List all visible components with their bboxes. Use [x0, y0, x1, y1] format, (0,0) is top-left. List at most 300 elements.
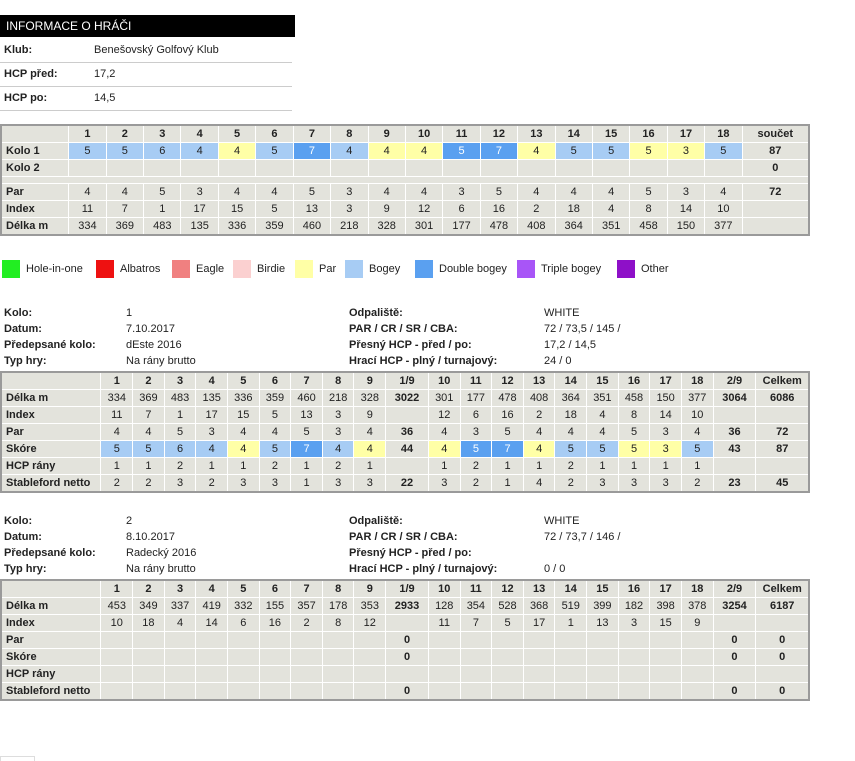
hole-number: 12 [480, 125, 517, 143]
score-cell [322, 649, 354, 666]
score-cell [492, 632, 524, 649]
score-cell: 3 [667, 143, 704, 160]
score-cell: 359 [259, 390, 291, 407]
score-cell [428, 632, 460, 649]
meta-value: dEste 2016 [126, 339, 182, 351]
hole-number: 10 [428, 580, 460, 598]
meta-label: PAR / CR / SR / CBA: [349, 531, 458, 543]
score-cell: 378 [681, 598, 713, 615]
hole-number: 1 [69, 125, 106, 143]
hole-number: 16 [630, 125, 667, 143]
row-label: Skóre [1, 441, 101, 458]
header-empty [1, 372, 101, 390]
score-cell: 2 [259, 458, 291, 475]
score-cell [555, 666, 587, 683]
score-cell: 369 [106, 218, 143, 236]
table-row [1, 475, 809, 493]
legend-swatch [172, 260, 190, 278]
row-total: 72 [756, 424, 809, 441]
score-cell: 5 [492, 615, 524, 632]
score-cell: 2 [291, 615, 323, 632]
score-cell: 13 [291, 407, 323, 424]
score-cell: 13 [587, 615, 619, 632]
score-cell: 1 [618, 458, 650, 475]
meta-value: Na rány brutto [126, 563, 196, 575]
score-cell [681, 666, 713, 683]
score-cell: 4 [227, 441, 259, 458]
score-cell [133, 683, 165, 701]
score-cell: 178 [322, 598, 354, 615]
row-label: Kolo 1 [1, 143, 69, 160]
score-cell: 328 [354, 390, 386, 407]
score-cell: 353 [354, 598, 386, 615]
score-cell: 4 [256, 184, 293, 201]
score-cell: 369 [133, 390, 165, 407]
row-total: 87 [756, 441, 809, 458]
kolo-2-row [1, 160, 809, 177]
score-cell: 18 [555, 201, 592, 218]
score-cell [322, 666, 354, 683]
in-total: 23 [713, 475, 756, 493]
out-total: 0 [386, 683, 429, 701]
info-value: Benešovský Golfový Klub [94, 44, 219, 56]
meta-label: Hrací HCP - plný / turnajový: [349, 355, 498, 367]
hole-number: 1 [101, 580, 133, 598]
score-cell [256, 160, 293, 177]
legend-swatch [345, 260, 363, 278]
hole-number: 7 [293, 125, 330, 143]
score-cell: 2 [101, 475, 133, 493]
meta-label: Datum: [4, 531, 42, 543]
score-cell [460, 649, 492, 666]
hole-number: 3 [144, 125, 181, 143]
score-cell [101, 632, 133, 649]
score-cell [523, 666, 555, 683]
meta-label: Přesný HCP - před / po: [349, 547, 472, 559]
meta-label: Odpaliště: [349, 515, 403, 527]
row-label: Délka m [1, 598, 101, 615]
legend-label: Double bogey [439, 263, 507, 275]
info-value: 14,5 [94, 92, 116, 104]
header-row [1, 580, 809, 598]
row-total: 6187 [756, 598, 809, 615]
score-cell: 16 [492, 407, 524, 424]
score-cell: 15 [227, 407, 259, 424]
score-cell [428, 666, 460, 683]
score-cell: 364 [555, 218, 592, 236]
meta-row [349, 513, 809, 529]
score-cell [587, 632, 619, 649]
score-cell: 18 [555, 407, 587, 424]
legend-swatch [2, 260, 20, 278]
score-cell: 10 [101, 615, 133, 632]
score-cell [587, 666, 619, 683]
row-label: Kolo 2 [1, 160, 69, 177]
corner-box [0, 756, 35, 761]
score-cell: 7 [291, 441, 323, 458]
in-total: 3254 [713, 598, 756, 615]
hole-number: 7 [291, 580, 323, 598]
score-cell: 4 [592, 184, 629, 201]
round-2-meta-right [349, 513, 809, 577]
row-label: Par [1, 184, 69, 201]
score-cell: 5 [259, 407, 291, 424]
score-cell: 528 [492, 598, 524, 615]
total-header: Celkem [756, 372, 809, 390]
row-label: Index [1, 201, 69, 218]
score-cell: 11 [428, 615, 460, 632]
hole-number: 4 [196, 372, 228, 390]
meta-value: Radecký 2016 [126, 547, 197, 559]
score-cell: 4 [101, 424, 133, 441]
score-cell: 5 [144, 184, 181, 201]
score-cell: 7 [460, 615, 492, 632]
spacer-cell [1, 177, 809, 184]
score-cell: 10 [681, 407, 713, 424]
score-cell [492, 666, 524, 683]
out-header: 1/9 [386, 372, 429, 390]
score-cell: 177 [443, 218, 480, 236]
score-cell [587, 649, 619, 666]
score-cell: 218 [331, 218, 368, 236]
hole-number: 8 [322, 580, 354, 598]
out-total [386, 666, 429, 683]
hole-number: 2 [133, 580, 165, 598]
header-row [1, 125, 809, 143]
in-total [713, 407, 756, 424]
meta-row [4, 513, 344, 529]
score-cell: 408 [523, 390, 555, 407]
score-cell [227, 683, 259, 701]
score-cell [218, 160, 255, 177]
in-total: 0 [713, 683, 756, 701]
score-cell: 336 [218, 218, 255, 236]
meta-row [4, 561, 344, 577]
meta-value: 24 / 0 [544, 355, 572, 367]
score-cell [354, 683, 386, 701]
score-cell: 332 [227, 598, 259, 615]
score-cell: 337 [164, 598, 196, 615]
score-cell: 12 [405, 201, 442, 218]
score-cell [618, 683, 650, 701]
table-row [1, 424, 809, 441]
table-row [1, 683, 809, 701]
score-cell [681, 632, 713, 649]
row-label: Stableford netto [1, 475, 101, 493]
table-row [1, 390, 809, 407]
total-header: Celkem [756, 580, 809, 598]
score-cell [227, 632, 259, 649]
score-cell [293, 160, 330, 177]
score-cell [555, 649, 587, 666]
score-cell: 5 [69, 143, 106, 160]
legend-label: Bogey [369, 263, 401, 275]
score-cell: 398 [650, 598, 682, 615]
table-row [1, 632, 809, 649]
summary-scorecard [0, 124, 810, 236]
score-cell: 15 [218, 201, 255, 218]
score-cell: 368 [523, 598, 555, 615]
legend-label: Eagle [196, 263, 225, 275]
meta-label: Hrací HCP - plný / turnajový: [349, 563, 498, 575]
score-cell: 4 [592, 201, 629, 218]
score-cell: 218 [322, 390, 354, 407]
meta-label: PAR / CR / SR / CBA: [349, 323, 458, 335]
score-cell: 16 [480, 201, 517, 218]
par-row [1, 184, 809, 201]
score-cell: 1 [681, 458, 713, 475]
meta-row [349, 529, 809, 545]
score-cell: 2 [196, 475, 228, 493]
round-2-scorecard [0, 579, 810, 701]
score-cell: 5 [592, 143, 629, 160]
score-cell: 2 [523, 407, 555, 424]
score-cell: 354 [460, 598, 492, 615]
score-cell: 351 [592, 218, 629, 236]
score-cell [460, 666, 492, 683]
score-cell: 4 [555, 424, 587, 441]
score-cell: 399 [587, 598, 619, 615]
row-label: HCP rány [1, 666, 101, 683]
score-cell: 4 [523, 424, 555, 441]
score-cell [196, 649, 228, 666]
out-total: 22 [386, 475, 429, 493]
row-total: 45 [756, 475, 809, 493]
meta-label: Typ hry: [4, 563, 47, 575]
score-cell: 408 [518, 218, 555, 236]
score-cell: 1 [587, 458, 619, 475]
info-label: Klub: [4, 44, 33, 56]
hole-number: 2 [106, 125, 143, 143]
meta-value: 0 / 0 [544, 563, 566, 575]
score-cell: 3 [443, 184, 480, 201]
score-cell [618, 649, 650, 666]
hole-number: 14 [555, 372, 587, 390]
score-cell: 14 [650, 407, 682, 424]
score-cell: 7 [133, 407, 165, 424]
score-cell: 2 [460, 475, 492, 493]
score-cell: 3 [428, 475, 460, 493]
score-cell [618, 666, 650, 683]
table-row [1, 441, 809, 458]
hole-number: 8 [331, 125, 368, 143]
score-cell: 336 [227, 390, 259, 407]
score-cell [492, 683, 524, 701]
score-cell: 4 [405, 184, 442, 201]
hole-number: 12 [492, 580, 524, 598]
row-label: Skóre [1, 649, 101, 666]
hole-number: 17 [667, 125, 704, 143]
score-cell: 2 [460, 458, 492, 475]
score-cell [101, 649, 133, 666]
table-row [1, 615, 809, 632]
hole-number: 17 [650, 580, 682, 598]
meta-label: Datum: [4, 323, 42, 335]
table-row [1, 598, 809, 615]
meta-row [349, 561, 809, 577]
score-cell: 349 [133, 598, 165, 615]
score-cell: 4 [354, 424, 386, 441]
score-cell: 11 [101, 407, 133, 424]
hole-number: 14 [555, 580, 587, 598]
score-cell: 3 [650, 441, 682, 458]
meta-label: Přesný HCP - před / po: [349, 339, 472, 351]
hole-number: 16 [618, 580, 650, 598]
score-cell [291, 666, 323, 683]
score-cell [492, 649, 524, 666]
score-cell: 4 [555, 184, 592, 201]
score-cell [354, 632, 386, 649]
score-cell: 5 [492, 424, 524, 441]
score-cell [227, 666, 259, 683]
meta-label: Kolo: [4, 515, 33, 527]
row-total: 72 [742, 184, 809, 201]
score-cell: 4 [259, 424, 291, 441]
row-total: 0 [756, 649, 809, 666]
legend-label: Hole-in-one [26, 263, 83, 275]
score-cell: 5 [101, 441, 133, 458]
score-cell [101, 666, 133, 683]
hole-number: 3 [164, 372, 196, 390]
in-total: 43 [713, 441, 756, 458]
score-cell [518, 160, 555, 177]
out-total: 3022 [386, 390, 429, 407]
score-cell: 301 [428, 390, 460, 407]
score-cell: 4 [368, 184, 405, 201]
meta-label: Kolo: [4, 307, 33, 319]
legend-swatch [415, 260, 433, 278]
hole-number: 14 [555, 125, 592, 143]
score-cell: 5 [630, 143, 667, 160]
score-cell [523, 683, 555, 701]
meta-label: Odpaliště: [349, 307, 403, 319]
info-label: HCP po: [4, 92, 48, 104]
score-cell: 14 [196, 615, 228, 632]
legend-label: Par [319, 263, 337, 275]
score-cell [650, 683, 682, 701]
score-cell: 5 [587, 441, 619, 458]
meta-value: WHITE [544, 515, 580, 527]
score-cell [354, 649, 386, 666]
table-row [1, 649, 809, 666]
score-cell: 359 [256, 218, 293, 236]
score-cell: 3 [322, 424, 354, 441]
score-cell: 458 [630, 218, 667, 236]
score-cell [443, 160, 480, 177]
score-cell [460, 632, 492, 649]
score-cell: 155 [259, 598, 291, 615]
score-cell: 4 [587, 424, 619, 441]
out-total: 44 [386, 441, 429, 458]
meta-value: 17,2 / 14,5 [544, 339, 596, 351]
score-cell: 6 [460, 407, 492, 424]
score-cell: 357 [291, 598, 323, 615]
score-cell [618, 632, 650, 649]
score-cell [291, 649, 323, 666]
player-info-header: INFORMACE O HRÁČI [0, 15, 295, 37]
score-cell: 1 [428, 458, 460, 475]
hole-number: 18 [705, 125, 742, 143]
score-cell: 150 [667, 218, 704, 236]
out-total [386, 458, 429, 475]
score-cell: 17 [196, 407, 228, 424]
score-cell: 5 [106, 143, 143, 160]
score-cell [428, 649, 460, 666]
hole-number: 8 [322, 372, 354, 390]
in-total: 0 [713, 649, 756, 666]
hole-number: 11 [460, 372, 492, 390]
in-total: 36 [713, 424, 756, 441]
score-cell: 4 [196, 441, 228, 458]
round-1-meta-left [4, 305, 344, 369]
legend-swatch [295, 260, 313, 278]
score-cell [164, 649, 196, 666]
hole-number: 5 [218, 125, 255, 143]
header-empty [1, 580, 101, 598]
score-cell [144, 160, 181, 177]
legend-label: Other [641, 263, 669, 275]
score-cell: 2 [322, 458, 354, 475]
score-cell: 150 [650, 390, 682, 407]
score-cell: 9 [354, 407, 386, 424]
legend-swatch [617, 260, 635, 278]
score-cell [405, 160, 442, 177]
out-header: 1/9 [386, 580, 429, 598]
row-label: HCP rány [1, 458, 101, 475]
hole-number: 13 [523, 372, 555, 390]
score-cell: 2 [164, 458, 196, 475]
hole-number: 15 [587, 580, 619, 598]
hole-number: 9 [354, 580, 386, 598]
row-total [756, 615, 809, 632]
score-cell: 4 [587, 407, 619, 424]
length-row [1, 218, 809, 236]
score-cell: 4 [218, 143, 255, 160]
score-cell: 4 [181, 143, 218, 160]
score-cell: 8 [322, 615, 354, 632]
score-cell: 460 [293, 218, 330, 236]
score-cell: 1 [650, 458, 682, 475]
meta-row [349, 321, 809, 337]
score-cell: 6 [227, 615, 259, 632]
hole-number: 6 [256, 125, 293, 143]
header-empty [1, 125, 69, 143]
score-cell: 3 [618, 615, 650, 632]
table-row [1, 458, 809, 475]
score-cell: 3 [322, 475, 354, 493]
info-label: HCP před: [4, 68, 58, 80]
hole-number: 16 [618, 372, 650, 390]
score-cell: 5 [164, 424, 196, 441]
score-cell: 5 [681, 441, 713, 458]
meta-row [4, 529, 344, 545]
score-cell: 1 [144, 201, 181, 218]
score-cell [196, 666, 228, 683]
score-cell: 2 [518, 201, 555, 218]
score-cell: 182 [618, 598, 650, 615]
score-cell: 478 [480, 218, 517, 236]
meta-row [4, 321, 344, 337]
hole-number: 9 [368, 125, 405, 143]
score-cell [259, 632, 291, 649]
score-cell: 458 [618, 390, 650, 407]
hole-number: 4 [181, 125, 218, 143]
hole-number: 13 [518, 125, 555, 143]
hole-number: 3 [164, 580, 196, 598]
legend-label: Triple bogey [541, 263, 602, 275]
hole-number: 18 [681, 372, 713, 390]
score-cell [106, 160, 143, 177]
